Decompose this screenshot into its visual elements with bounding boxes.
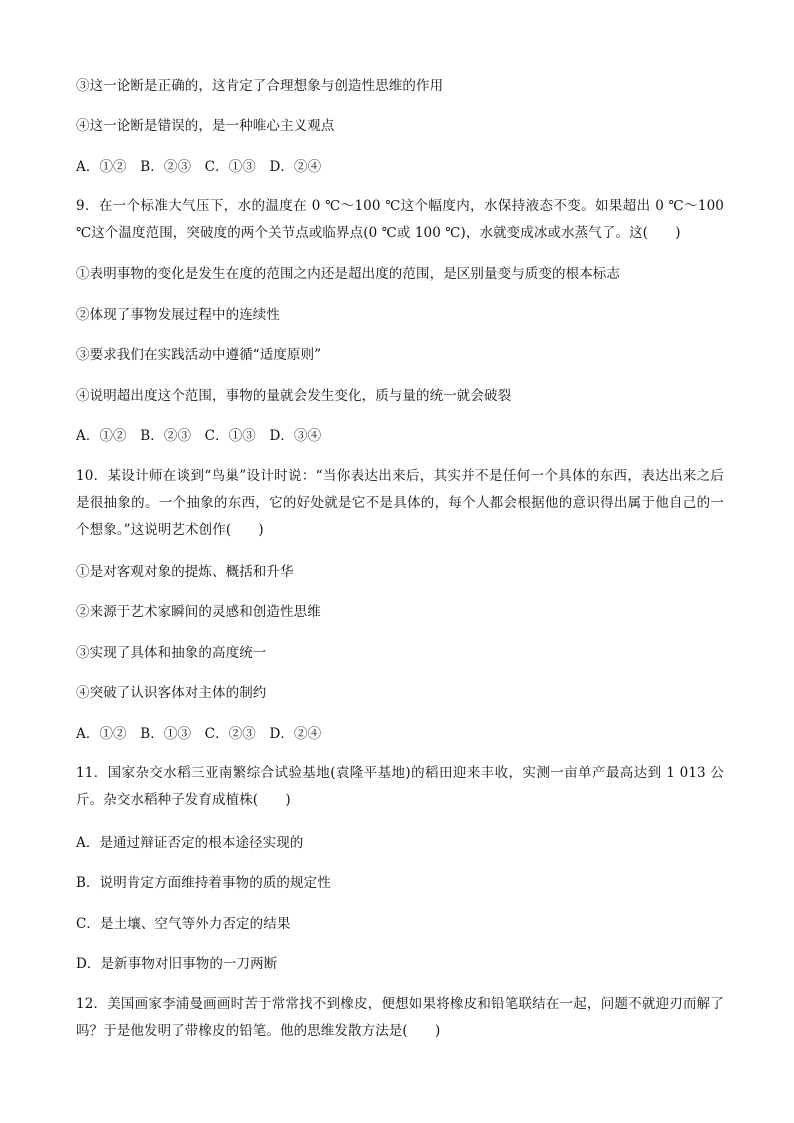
question-9: 9．在一个标准大气压下，水的温度在 0 ℃～100 ℃这个幅度内，水保持液态不变。如果超出 0 ℃～100 ℃这个温度范围，突破度的两个关节点或临界点(0 ℃或 100 ℃)，水就变成冰或水蒸气了。这( )	[76, 198, 724, 241]
option-d: D．是新事物对旧事物的一刀两断	[76, 956, 278, 972]
option-a: A．是通过辩证否定的根本途径实现的	[76, 835, 304, 851]
option-1: ①表明事物的变化是发生在度的范围之内还是超出度的范围，是区别量变与质变的根本标志	[76, 266, 620, 282]
question-12: 12．美国画家李浦曼画画时苦于常常找不到橡皮，便想如果将橡皮和铅笔联结在一起，问题不就迎刃而解了吗？于是他发明了带橡皮的铅笔。他的思维发散方法是( )	[76, 996, 724, 1039]
option-4: ④这一论断是错误的，是一种唯心主义观点	[76, 118, 335, 134]
option-2: ②体现了事物发展过程中的连续性	[76, 307, 280, 323]
answer-choices: A．①② B．②③ C．①③ D．②④	[76, 159, 322, 175]
option-2: ②来源于艺术家瞬间的灵感和创造性思维	[76, 604, 321, 620]
option-3: ③这一论断是正确的，这肯定了合理想象与创造性思维的作用	[76, 78, 444, 94]
option-3: ③实现了具体和抽象的高度统一	[76, 645, 267, 661]
option-4: ④突破了认识客体对主体的制约	[76, 685, 267, 701]
option-4: ④说明超出度这个范围，事物的量就会发生变化，质与量的统一就会破裂	[76, 388, 512, 404]
option-3: ③要求我们在实践活动中遵循“适度原则”	[76, 347, 322, 363]
answer-choices: A．①② B．②③ C．①③ D．③④	[76, 428, 322, 444]
option-1: ①是对客观对象的提炼、概括和升华	[76, 564, 294, 580]
question-10: 10．某设计师在谈到“鸟巢”设计时说：“当你表达出来后，其实并不是任何一个具体的东西，表达出来之后是很抽象的。一个抽象的东西，它的好处就是它不是具体的，每个人都会根据他的意识得出属于他自己的一个想象。”这说明艺术创作( )	[76, 468, 724, 538]
option-b: B．说明肯定方面维持着事物的质的规定性	[76, 875, 331, 891]
question-11: 11．国家杂交水稻三亚南繁综合试验基地(袁隆平基地)的稻田迎来丰收，实测一亩单产最高达到 1 013 公斤。杂交水稻种子发育成植株( )	[76, 765, 724, 808]
answer-choices: A．①② B．①③ C．②③ D．②④	[76, 726, 322, 742]
option-c: C．是土壤、空气等外力否定的结果	[76, 916, 291, 932]
